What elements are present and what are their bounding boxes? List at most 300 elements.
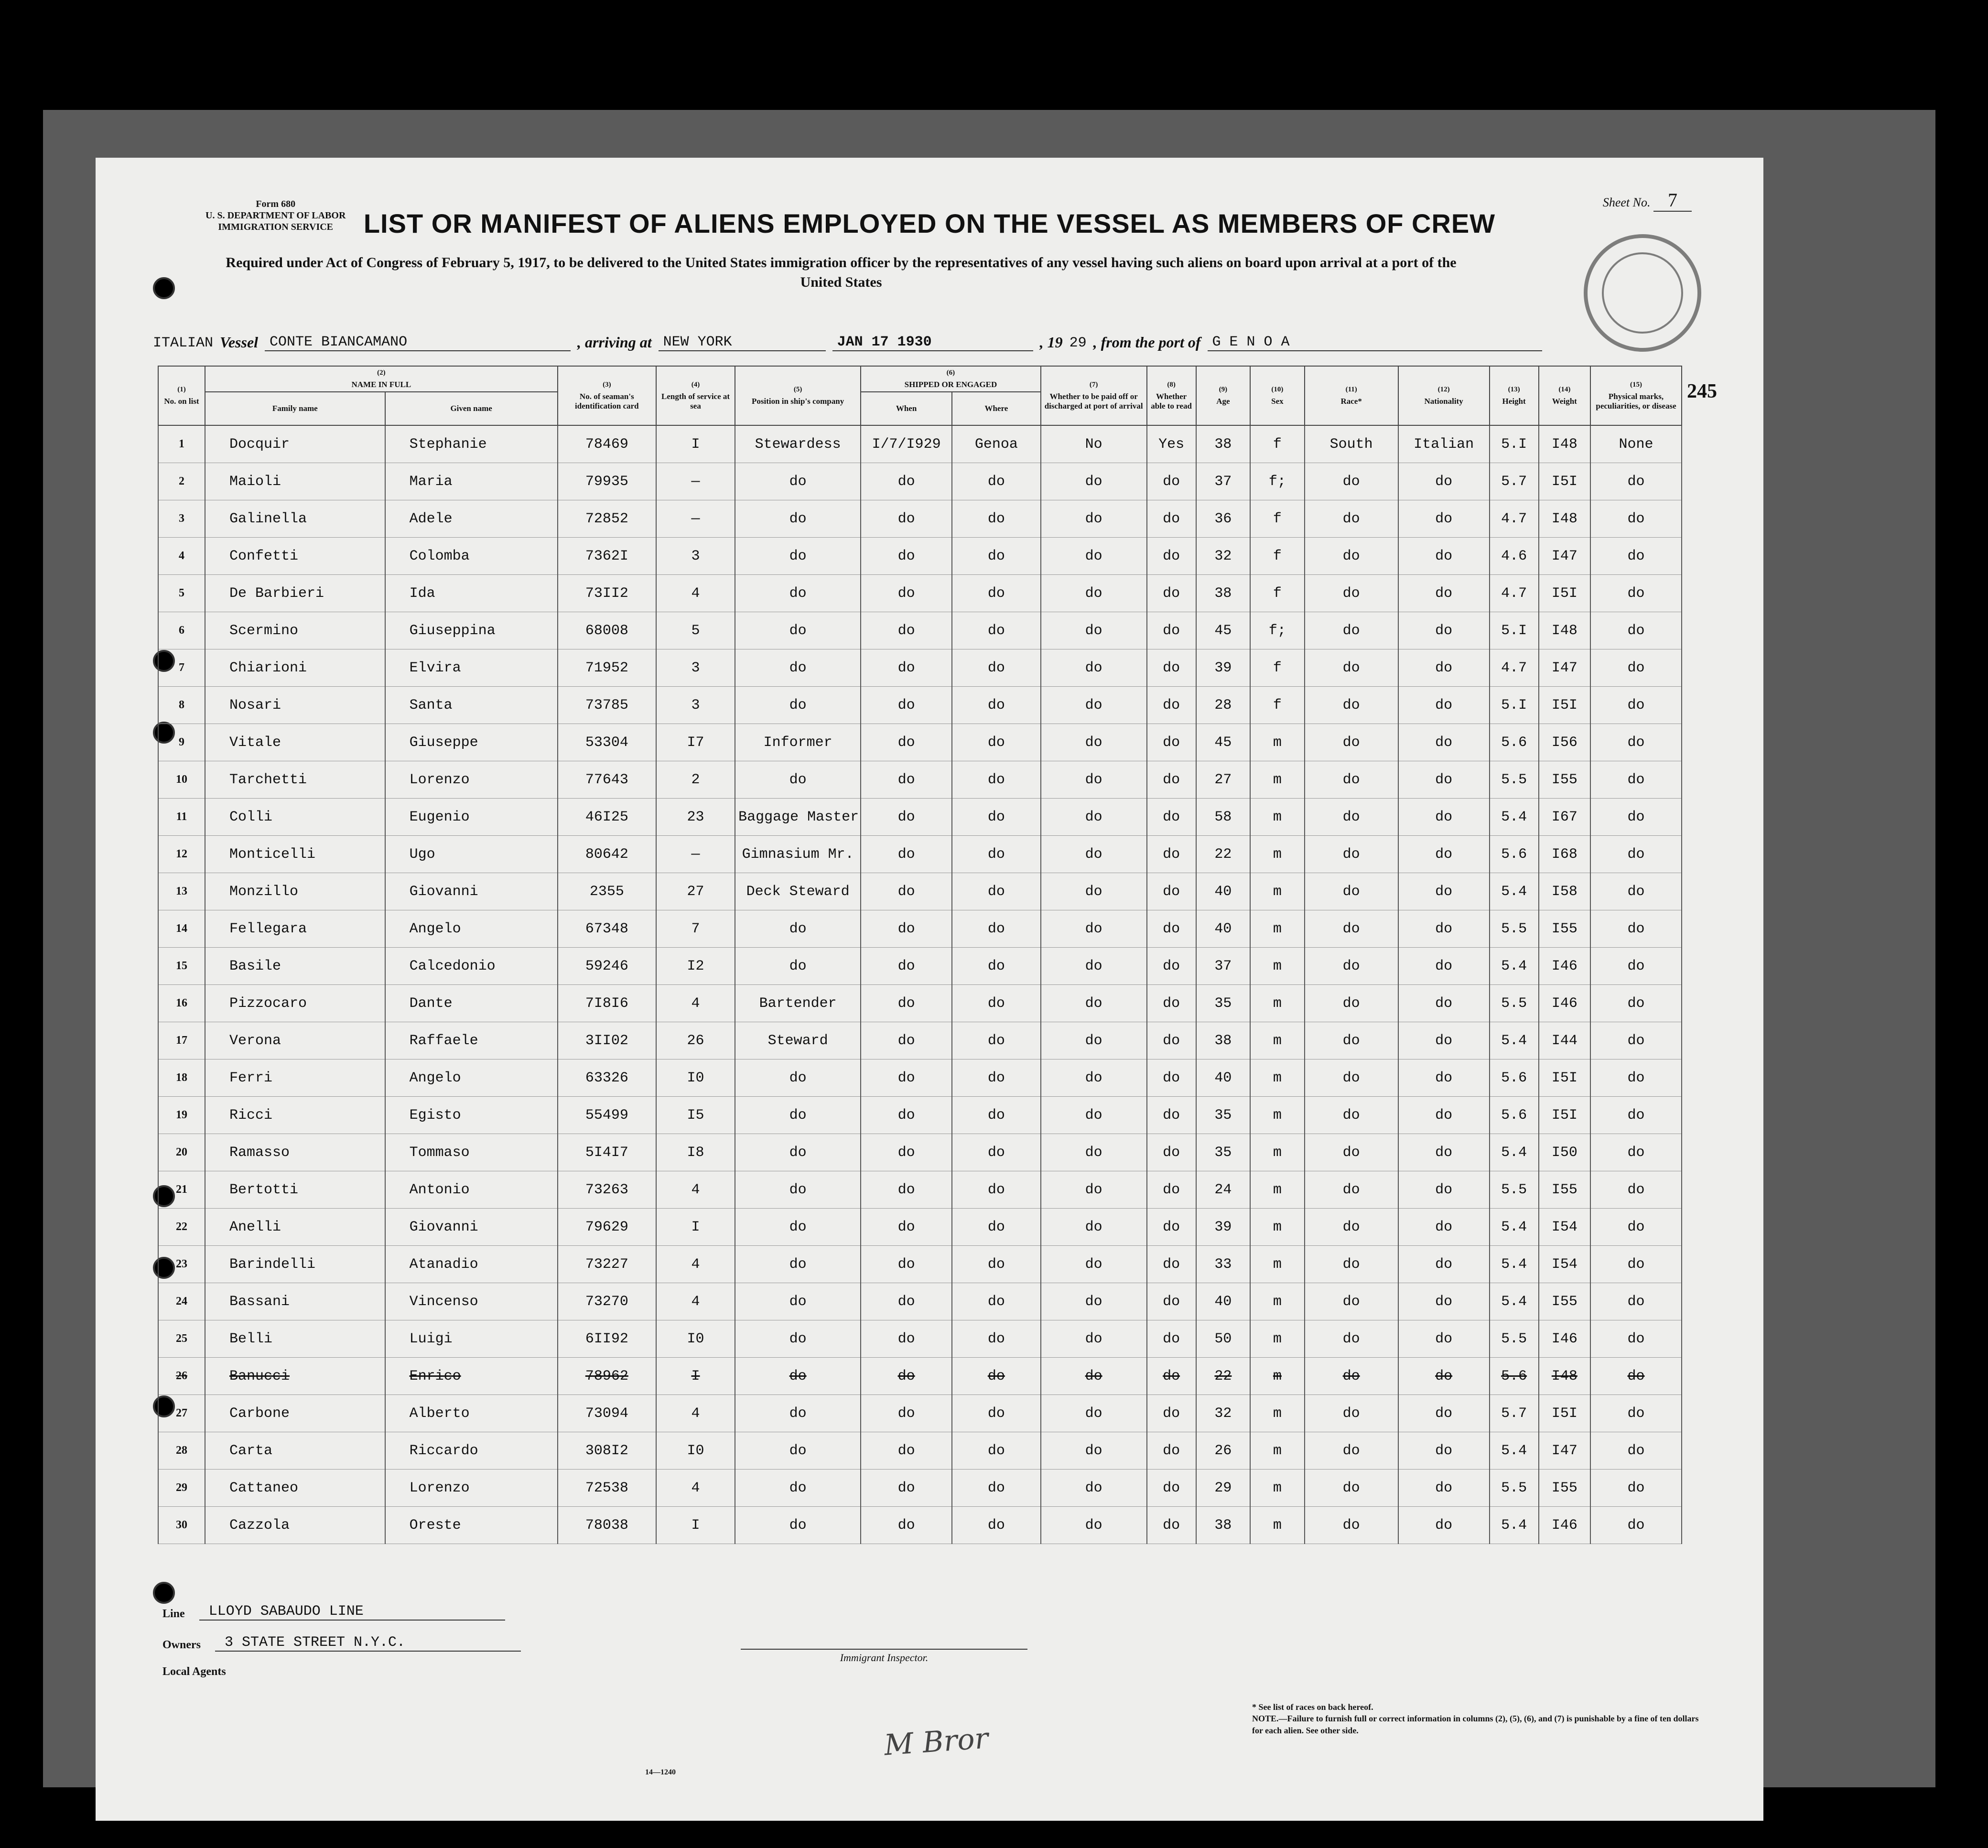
cell-read: do	[1147, 985, 1196, 1022]
cell-paid: do	[1041, 910, 1147, 948]
col-label: Age	[1216, 397, 1230, 406]
col-label: Nationality	[1424, 397, 1463, 406]
cell-read: do	[1147, 724, 1196, 761]
cell-paid: do	[1041, 1022, 1147, 1059]
cell-sex: m	[1250, 1246, 1304, 1283]
table-row	[158, 425, 1682, 463]
cell-service: I2	[656, 948, 735, 985]
cell-read: do	[1147, 1507, 1196, 1544]
cell-card: 63326	[558, 1059, 656, 1097]
col-name	[205, 366, 558, 392]
cell-weight: I48	[1539, 425, 1590, 463]
cell-sex: m	[1250, 1134, 1304, 1171]
cell-where: do	[952, 799, 1041, 836]
cell-given: Tommaso	[385, 1134, 558, 1171]
cell-service: I0	[656, 1432, 735, 1470]
cell-marks: None	[1590, 425, 1682, 463]
cell-height: 5.6	[1490, 724, 1539, 761]
col-given-name: Given name	[385, 392, 558, 425]
cell-card: 78469	[558, 425, 656, 463]
cell-paid: No	[1041, 425, 1147, 463]
cell-family: Ferri	[205, 1059, 385, 1097]
cell-when: I/7/I929	[861, 425, 952, 463]
cell-family: Belli	[205, 1320, 385, 1358]
table-row	[158, 985, 1682, 1022]
cell-service: 5	[656, 612, 735, 649]
cell-paid: do	[1041, 649, 1147, 687]
cell-paid: do	[1041, 948, 1147, 985]
cell-age: 40	[1196, 873, 1250, 910]
cell-service: 4	[656, 1395, 735, 1432]
cell-race: do	[1305, 1209, 1398, 1246]
cell-family: Galinella	[205, 500, 385, 538]
cell-where: do	[952, 649, 1041, 687]
cell-height: 5.I	[1490, 425, 1539, 463]
cell-position: Gimnasium Mr.	[735, 836, 861, 873]
cell-age: 45	[1196, 724, 1250, 761]
cell-service: I5	[656, 1097, 735, 1134]
cell-nat: do	[1398, 1209, 1490, 1246]
cell-nat: do	[1398, 873, 1490, 910]
cell-no: 19	[158, 1097, 205, 1134]
cell-height: 5.5	[1490, 1320, 1539, 1358]
cell-service: 3	[656, 538, 735, 575]
vessel-name: CONTE BIANCAMANO	[265, 334, 571, 351]
cell-nat: do	[1398, 463, 1490, 500]
col-number: (15)	[1630, 380, 1642, 389]
cell-read: do	[1147, 1432, 1196, 1470]
cell-marks: do	[1590, 1059, 1682, 1097]
cell-height: 5.4	[1490, 799, 1539, 836]
cell-nat: do	[1398, 1320, 1490, 1358]
cell-family: Vitale	[205, 724, 385, 761]
cell-race: do	[1305, 799, 1398, 836]
cell-age: 45	[1196, 612, 1250, 649]
cell-where: do	[952, 1283, 1041, 1320]
table-row	[158, 1097, 1682, 1134]
cell-position: do	[735, 1395, 861, 1432]
cell-service: 23	[656, 799, 735, 836]
cell-race: do	[1305, 1022, 1398, 1059]
cell-weight: I5I	[1539, 1395, 1590, 1432]
cell-no: 30	[158, 1507, 205, 1544]
cell-race: do	[1305, 500, 1398, 538]
cell-nat: do	[1398, 612, 1490, 649]
footnote-races: * See list of races on back hereof.	[1252, 1702, 1373, 1712]
owners-row	[162, 1634, 521, 1652]
cell-marks: do	[1590, 1470, 1682, 1507]
cell-given: Vincenso	[385, 1283, 558, 1320]
cell-sex: m	[1250, 1395, 1304, 1432]
cell-read: do	[1147, 687, 1196, 724]
cell-age: 39	[1196, 1209, 1250, 1246]
cell-sex: m	[1250, 1358, 1304, 1395]
cell-service: 4	[656, 1283, 735, 1320]
cell-marks: do	[1590, 1246, 1682, 1283]
cell-position: do	[735, 1358, 861, 1395]
cell-marks: do	[1590, 463, 1682, 500]
cell-race: do	[1305, 948, 1398, 985]
cell-no: 29	[158, 1470, 205, 1507]
cell-age: 40	[1196, 1283, 1250, 1320]
cell-given: Stephanie	[385, 425, 558, 463]
cell-weight: I5I	[1539, 1097, 1590, 1134]
table-row	[158, 1358, 1682, 1395]
cell-no: 26	[158, 1358, 205, 1395]
cell-marks: do	[1590, 500, 1682, 538]
cell-nat: do	[1398, 1507, 1490, 1544]
manifest-page	[96, 158, 1763, 1821]
cell-card: 59246	[558, 948, 656, 985]
cell-family: Pizzocaro	[205, 985, 385, 1022]
cell-read: do	[1147, 1358, 1196, 1395]
cell-card: 6II92	[558, 1320, 656, 1358]
cell-card: 79629	[558, 1209, 656, 1246]
cell-nat: do	[1398, 948, 1490, 985]
cell-read: do	[1147, 575, 1196, 612]
cell-family: Banucci	[205, 1358, 385, 1395]
cell-where: do	[952, 612, 1041, 649]
cell-nat: do	[1398, 1358, 1490, 1395]
cell-card: 2355	[558, 873, 656, 910]
cell-height: 5.6	[1490, 1097, 1539, 1134]
col-number: (2)	[377, 369, 386, 377]
cell-age: 32	[1196, 538, 1250, 575]
col-label: Weight	[1552, 397, 1577, 406]
col-where: Where	[952, 392, 1041, 425]
col-weight	[1539, 366, 1590, 425]
arrival-date: JAN 17 1930	[832, 334, 1033, 351]
cell-read: do	[1147, 612, 1196, 649]
cell-height: 5.7	[1490, 463, 1539, 500]
cell-card: 53304	[558, 724, 656, 761]
cell-family: Bassani	[205, 1283, 385, 1320]
sheet-label: Sheet No.	[1602, 195, 1651, 209]
cell-when: do	[861, 1507, 952, 1544]
cell-height: 4.6	[1490, 538, 1539, 575]
cell-age: 39	[1196, 649, 1250, 687]
table-row	[158, 1022, 1682, 1059]
cell-sex: f;	[1250, 463, 1304, 500]
cell-race: do	[1305, 836, 1398, 873]
cell-sex: m	[1250, 1320, 1304, 1358]
cell-no: 9	[158, 724, 205, 761]
cell-where: do	[952, 724, 1041, 761]
cell-height: 5.5	[1490, 761, 1539, 799]
cell-nat: do	[1398, 500, 1490, 538]
cell-age: 50	[1196, 1320, 1250, 1358]
cell-position: do	[735, 1432, 861, 1470]
cell-height: 5.4	[1490, 1283, 1539, 1320]
cell-marks: do	[1590, 1209, 1682, 1246]
cell-position: do	[735, 500, 861, 538]
cell-sex: m	[1250, 948, 1304, 985]
cell-race: do	[1305, 1395, 1398, 1432]
cell-card: 46I25	[558, 799, 656, 836]
cell-read: do	[1147, 1022, 1196, 1059]
cell-given: Atanadio	[385, 1246, 558, 1283]
cell-no: 11	[158, 799, 205, 836]
cell-race: do	[1305, 1320, 1398, 1358]
cell-where: do	[952, 1171, 1041, 1209]
cell-card: 7I8I6	[558, 985, 656, 1022]
cell-race: do	[1305, 1097, 1398, 1134]
cell-when: do	[861, 873, 952, 910]
cell-card: 77643	[558, 761, 656, 799]
cell-when: do	[861, 1022, 952, 1059]
table-row	[158, 724, 1682, 761]
cell-position: do	[735, 1246, 861, 1283]
cell-family: Monzillo	[205, 873, 385, 910]
cell-nat: do	[1398, 1022, 1490, 1059]
cell-given: Lorenzo	[385, 1470, 558, 1507]
cell-family: Carta	[205, 1432, 385, 1470]
table-row	[158, 761, 1682, 799]
cell-sex: f	[1250, 575, 1304, 612]
cell-nat: do	[1398, 910, 1490, 948]
cell-race: do	[1305, 1432, 1398, 1470]
cell-weight: I55	[1539, 1283, 1590, 1320]
cell-read: do	[1147, 948, 1196, 985]
col-number: (11)	[1345, 386, 1357, 393]
cell-age: 26	[1196, 1432, 1250, 1470]
cell-family: Cazzola	[205, 1507, 385, 1544]
cell-given: Giovanni	[385, 1209, 558, 1246]
cell-age: 40	[1196, 1059, 1250, 1097]
cell-card: 73270	[558, 1283, 656, 1320]
cell-service: I	[656, 1507, 735, 1544]
cell-paid: do	[1041, 500, 1147, 538]
table-row	[158, 1283, 1682, 1320]
cell-service: —	[656, 463, 735, 500]
cell-nat: do	[1398, 985, 1490, 1022]
cell-height: 5.4	[1490, 1134, 1539, 1171]
cell-paid: do	[1041, 799, 1147, 836]
cell-sex: m	[1250, 1171, 1304, 1209]
cell-family: Basile	[205, 948, 385, 985]
cell-position: Baggage Master	[735, 799, 861, 836]
cell-race: do	[1305, 1507, 1398, 1544]
cell-height: 5.I	[1490, 612, 1539, 649]
table-row	[158, 575, 1682, 612]
cell-race: do	[1305, 1171, 1398, 1209]
cell-weight: I67	[1539, 799, 1590, 836]
cell-family: Ramasso	[205, 1134, 385, 1171]
cell-height: 5.6	[1490, 1059, 1539, 1097]
cell-sex: f;	[1250, 612, 1304, 649]
cell-sex: m	[1250, 1097, 1304, 1134]
cell-where: do	[952, 761, 1041, 799]
cell-position: do	[735, 761, 861, 799]
cell-service: —	[656, 500, 735, 538]
cell-service: I	[656, 1358, 735, 1395]
cell-no: 24	[158, 1283, 205, 1320]
cell-weight: I55	[1539, 1470, 1590, 1507]
cell-height: 5.4	[1490, 1209, 1539, 1246]
cell-family: Bertotti	[205, 1171, 385, 1209]
cell-read: do	[1147, 1283, 1196, 1320]
cell-weight: I55	[1539, 910, 1590, 948]
cell-read: do	[1147, 761, 1196, 799]
cell-paid: do	[1041, 1470, 1147, 1507]
cell-marks: do	[1590, 948, 1682, 985]
cell-where: do	[952, 1432, 1041, 1470]
cell-race: do	[1305, 687, 1398, 724]
col-no	[158, 366, 205, 425]
cell-where: do	[952, 910, 1041, 948]
cell-family: Monticelli	[205, 836, 385, 873]
cell-card: 5I4I7	[558, 1134, 656, 1171]
cell-weight: I5I	[1539, 575, 1590, 612]
sheet-value: 7	[1653, 189, 1692, 212]
col-label: Position in ship's company	[752, 397, 844, 406]
cell-sex: m	[1250, 1059, 1304, 1097]
cell-no: 27	[158, 1395, 205, 1432]
cell-read: do	[1147, 1320, 1196, 1358]
cell-when: do	[861, 836, 952, 873]
cell-family: Verona	[205, 1022, 385, 1059]
cell-race: do	[1305, 724, 1398, 761]
cell-family: Colli	[205, 799, 385, 836]
cell-read: do	[1147, 1059, 1196, 1097]
cell-no: 15	[158, 948, 205, 985]
year-label: , 19	[1039, 334, 1063, 351]
cell-where: do	[952, 538, 1041, 575]
cell-paid: do	[1041, 836, 1147, 873]
cell-weight: I55	[1539, 761, 1590, 799]
cell-card: 80642	[558, 836, 656, 873]
table-row	[158, 463, 1682, 500]
cell-nat: do	[1398, 1246, 1490, 1283]
cell-age: 28	[1196, 687, 1250, 724]
cell-nat: do	[1398, 1470, 1490, 1507]
cell-sex: m	[1250, 910, 1304, 948]
cell-card: 79935	[558, 463, 656, 500]
cell-sex: f	[1250, 425, 1304, 463]
cell-nat: do	[1398, 1283, 1490, 1320]
cell-given: Angelo	[385, 1059, 558, 1097]
cell-service: 3	[656, 687, 735, 724]
col-label: Whether to be paid off or discharged at port of arrival	[1044, 391, 1143, 411]
cell-age: 22	[1196, 836, 1250, 873]
cell-when: do	[861, 463, 952, 500]
cell-paid: do	[1041, 1209, 1147, 1246]
col-nationality	[1398, 366, 1490, 425]
table-row	[158, 910, 1682, 948]
cell-read: do	[1147, 799, 1196, 836]
cell-position: do	[735, 948, 861, 985]
cell-position: do	[735, 463, 861, 500]
cell-where: do	[952, 1246, 1041, 1283]
cell-family: Scermino	[205, 612, 385, 649]
cell-paid: do	[1041, 873, 1147, 910]
cell-given: Elvira	[385, 649, 558, 687]
cell-age: 40	[1196, 910, 1250, 948]
table-row	[158, 1432, 1682, 1470]
cell-marks: do	[1590, 1097, 1682, 1134]
cell-where: do	[952, 1097, 1041, 1134]
cell-when: do	[861, 1470, 952, 1507]
cell-sex: f	[1250, 687, 1304, 724]
cell-weight: I48	[1539, 500, 1590, 538]
cell-race: do	[1305, 1283, 1398, 1320]
owners-value: 3 STATE STREET N.Y.C.	[215, 1634, 521, 1652]
table-row	[158, 799, 1682, 836]
page-subtitle: Required under Act of Congress of February 5, 1917, to be delivered to the United States immigration officer by the representatives of any vessel having such aliens on board upon arrival at a port of the United States	[226, 255, 1457, 290]
cell-paid: do	[1041, 1246, 1147, 1283]
cell-read: do	[1147, 1246, 1196, 1283]
cell-read: Yes	[1147, 425, 1196, 463]
cell-position: Steward	[735, 1022, 861, 1059]
vessel-label: Vessel	[220, 334, 259, 351]
cell-height: 5.4	[1490, 1432, 1539, 1470]
cell-sex: m	[1250, 1209, 1304, 1246]
cell-weight: I47	[1539, 538, 1590, 575]
cell-marks: do	[1590, 1283, 1682, 1320]
cell-height: 5.4	[1490, 1022, 1539, 1059]
cell-read: do	[1147, 1171, 1196, 1209]
service-line: IMMIGRATION SERVICE	[218, 222, 334, 232]
cell-race: do	[1305, 985, 1398, 1022]
col-position	[735, 366, 861, 425]
cell-weight: I46	[1539, 948, 1590, 985]
cell-marks: do	[1590, 1171, 1682, 1209]
cell-sex: f	[1250, 649, 1304, 687]
cell-marks: do	[1590, 1432, 1682, 1470]
cell-weight: I5I	[1539, 463, 1590, 500]
cell-no: 8	[158, 687, 205, 724]
cell-race: do	[1305, 761, 1398, 799]
col-number: (9)	[1219, 386, 1228, 393]
cell-sex: m	[1250, 1470, 1304, 1507]
cell-sex: m	[1250, 724, 1304, 761]
cell-paid: do	[1041, 1320, 1147, 1358]
cell-marks: do	[1590, 649, 1682, 687]
cell-where: do	[952, 1470, 1041, 1507]
cell-position: do	[735, 1134, 861, 1171]
cell-position: do	[735, 910, 861, 948]
cell-given: Colomba	[385, 538, 558, 575]
line-label: Line	[162, 1608, 185, 1620]
cell-when: do	[861, 649, 952, 687]
cell-where: do	[952, 500, 1041, 538]
cell-card: 67348	[558, 910, 656, 948]
table-row	[158, 649, 1682, 687]
cell-race: do	[1305, 649, 1398, 687]
cell-given: Angelo	[385, 910, 558, 948]
cell-position: do	[735, 1470, 861, 1507]
cell-nat: do	[1398, 836, 1490, 873]
cell-where: do	[952, 1507, 1041, 1544]
cell-no: 7	[158, 649, 205, 687]
cell-sex: m	[1250, 799, 1304, 836]
col-marks	[1590, 366, 1682, 425]
cell-when: do	[861, 1171, 952, 1209]
cell-race: do	[1305, 575, 1398, 612]
cell-height: 5.5	[1490, 985, 1539, 1022]
cell-when: do	[861, 724, 952, 761]
cell-card: 71952	[558, 649, 656, 687]
cell-read: do	[1147, 649, 1196, 687]
cell-family: Confetti	[205, 538, 385, 575]
cell-read: do	[1147, 1209, 1196, 1246]
cell-when: do	[861, 1134, 952, 1171]
cell-marks: do	[1590, 1320, 1682, 1358]
cell-where: Genoa	[952, 425, 1041, 463]
cell-card: 73094	[558, 1395, 656, 1432]
arriving-port: NEW YORK	[659, 334, 826, 351]
cell-marks: do	[1590, 612, 1682, 649]
